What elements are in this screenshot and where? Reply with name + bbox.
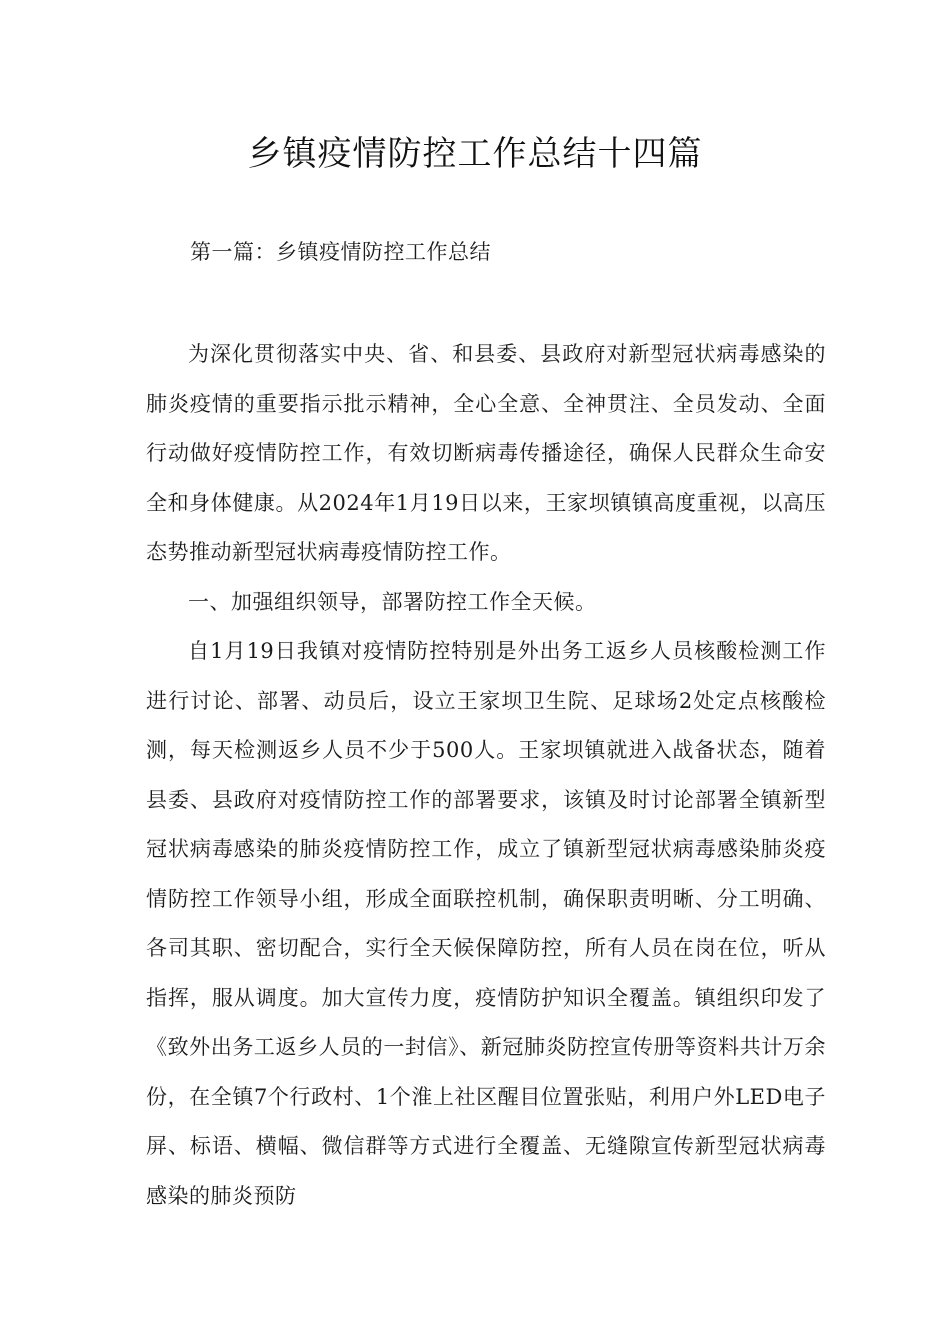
section-subtitle: 第一篇：乡镇疫情防控工作总结 bbox=[190, 240, 491, 264]
document-title: 乡镇疫情防控工作总结十四篇 bbox=[247, 134, 703, 174]
paragraph-intro: 为深化贯彻落实中央、省、和县委、县政府对新型冠状病毒感染的肺炎疫情的重要指示批示精神，全心全意、全神贯注、全员发动、全面行动做好疫情防控工作，有效切断病毒传播途径，确保人民群众生命安全和身体健康。从2024年1月19日以来，王家坝镇镇高度重视，以高压态势推动新型冠状病毒疫情防控工作。 bbox=[146, 342, 826, 564]
section-heading-1: 一、加强组织领导，部署防控工作全天候。 bbox=[188, 589, 597, 614]
document-body bbox=[146, 330, 826, 1221]
paragraph-section-1: 自1月19日我镇对疫情防控特别是外出务工返乡人员核酸检测工作进行讨论、部署、动员后，设立王家坝卫生院、足球场2处定点核酸检测，每天检测返乡人员不少于500人。王家坝镇就进入战备状态，随着县委、县政府对疫情防控工作的部署要求，该镇及时讨论部署全镇新型冠状病毒感染的肺炎疫情防控工作，成立了镇新型冠状病毒感染肺炎疫情防控工作领导小组，形成全面联控机制，确保职责明晰、分工明确、各司其职、密切配合，实行全天候保障防控，所有人员在岗在位，听从指挥，服从调度。加大宣传力度，疫情防护知识全覆盖。镇组织印发了《致外出务工返乡人员的一封信》、新冠肺炎防控宣传册等资料共计万余份，在全镇7个行政村、1个淮上社区醒目位置张贴，利用户外LED电子屏、标语、横幅、微信群等方式进行全覆盖、无缝隙宣传新型冠状病毒感染的肺炎预防 bbox=[146, 639, 826, 1208]
